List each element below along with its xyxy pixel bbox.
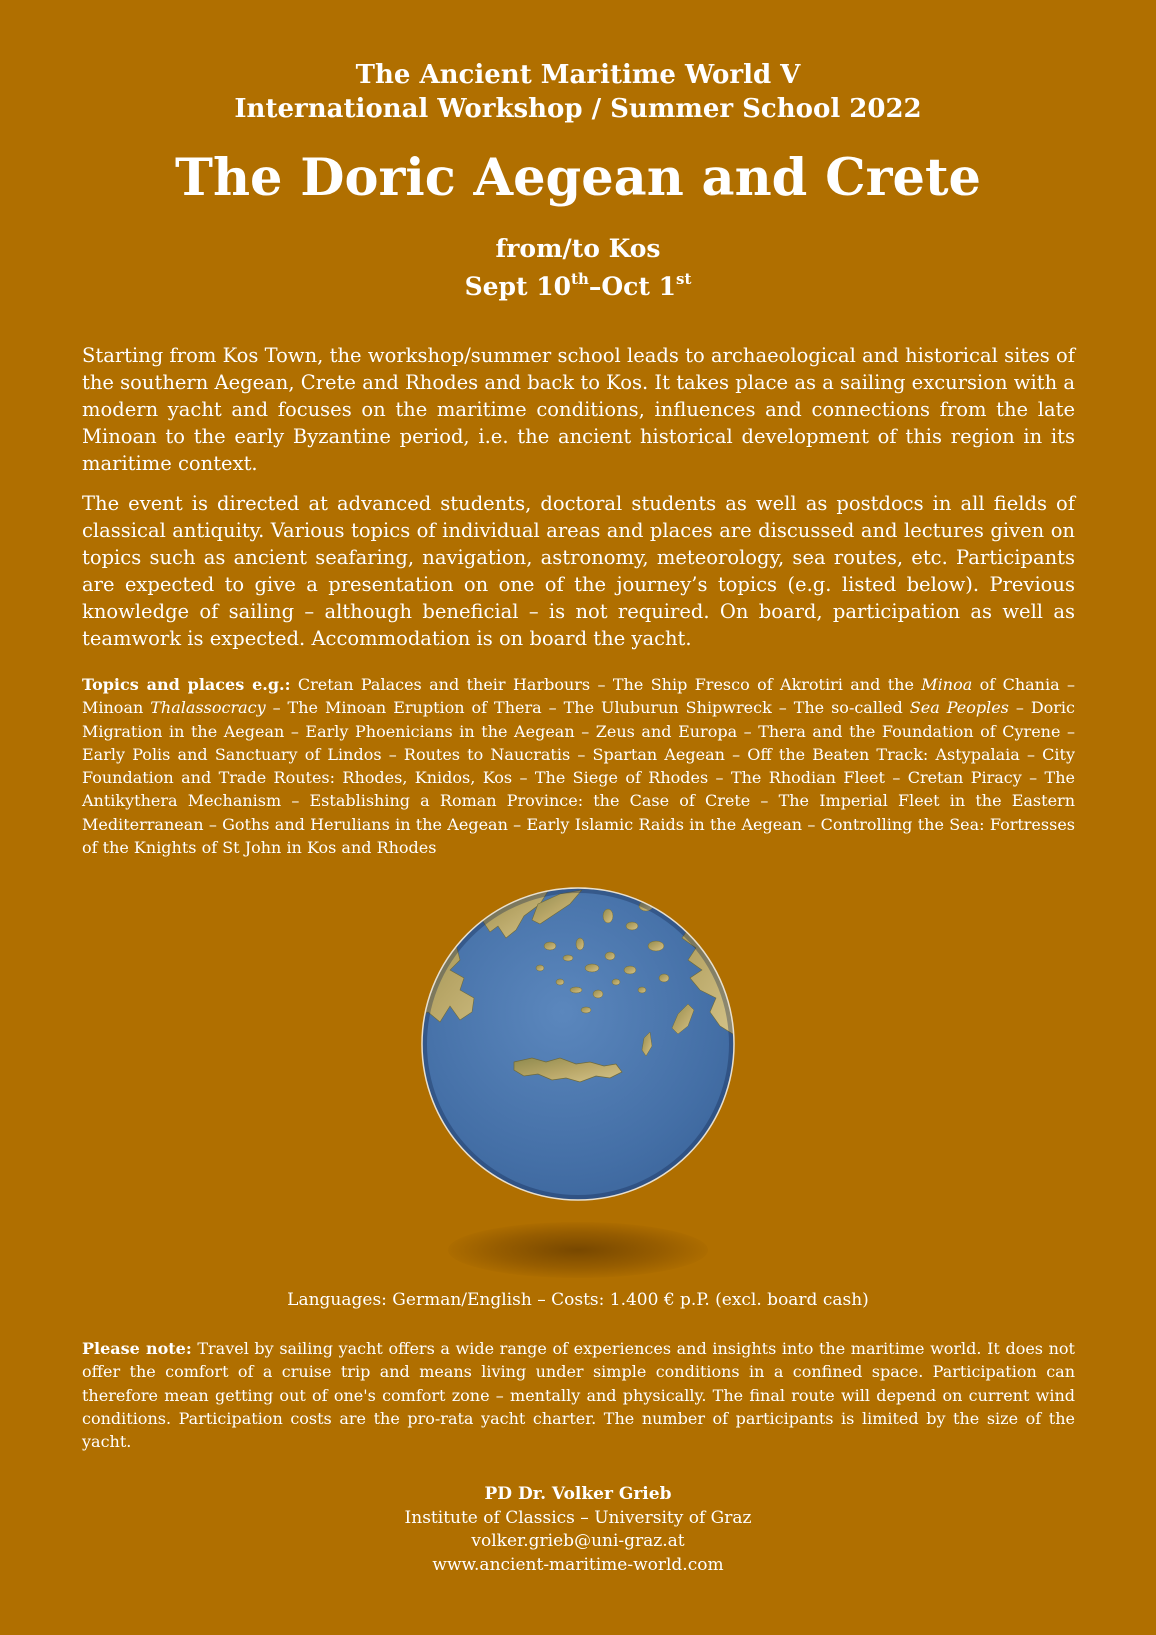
series-title: The Ancient Maritime World V [355,60,801,90]
contact-email-link[interactable]: volker.grieb@uni-graz.at [471,1531,685,1551]
topics-text-2: of Chania – Minoan [82,675,1075,718]
event-subtitle: International Workshop / Summer School 2022 [234,94,922,124]
date-start-suffix: th [571,269,589,288]
note-label: Please note: [82,1339,192,1358]
aegean-map-globe-icon [420,886,736,1202]
note-paragraph [82,1337,1075,1453]
location-dates [0,230,1156,306]
topics-label: Topics and places e.g.: [82,675,291,694]
globe-svg [420,886,736,1202]
dates [0,268,1156,306]
topics-italic-sea-peoples: Sea Peoples [909,698,1009,718]
contact-institution: Institute of Classics – University of Graz [404,1507,752,1528]
date-end: –Oct 1 [588,272,677,301]
intro-paragraph: Starting from Kos Town, the workshop/summer school leads to archaeological and historical sites of the southern Aegean, Crete and Rhodes and back to Kos. It takes place as a sailing excursion with a modern yacht and focuses on the maritime conditions, influences and connections from the late Minoan to the early Byzantine period, i.e. the ancient historical development of this region in its maritime context. [82,344,1075,475]
location: from/to Kos [495,234,661,263]
audience-paragraph: The event is directed at advanced students, doctoral students as well as postdocs in all fields of classical antiquity. Various topics of individual areas and places are discussed and lectures given on topics such as ancient seafaring, navigation, astronomy, meteorology, sea routes, etc. Participants are expected to give a presentation on one of the journey’s topics (e.g. listed below). Previous knowledge of sailing – although beneficial – is not required. On board, participation as well as teamwork is expected. Accommodation is on board the yacht. [82,492,1075,650]
contact-website-link[interactable]: www.ancient-maritime-world.com [432,1554,724,1575]
topics-paragraph [82,673,1075,859]
contact-block [0,1483,1156,1577]
date-start: Sept 10 [464,272,572,301]
topics-text-3: – The Minoan Eruption of Thera – The Uluburun Shipwreck – The so-called [265,698,910,718]
date-end-suffix: st [676,269,692,288]
topics-italic-minoa: Minoa [921,675,973,694]
topics-text-4: – Doric Migration in the Aegean – Early Phoenicians in the Aegean – Zeus and Europa – Thera and the Foundation of Cyrene – Early Polis and Sanctuary of Lindos – Routes to Naucratis – Spartan Aegean – Off the Beaten Track: Astypalaia – City Foundation and Trade Routes: Rhodes, Knidos, Kos – The Siege of Rhodes – The Rhodian Fleet – Cretan Piracy – The Antikythera Mechanism – Establishing a Roman Province: the Case of Crete – The Imperial Fleet in the Eastern Mediterranean – Goths and Herulians in the Aegean – Early Islamic Raids in the Aegean – Controlling the Sea: Fortresses of the Knights of St John in Kos and Rhodes [82,698,1076,858]
languages-costs: Languages: German/English – Costs: 1.400 € p.P. (excl. board cash) [287,1290,869,1310]
globe-shadow [448,1222,708,1278]
note-text: Travel by sailing yacht offers a wide range of experiences and insights into the maritime world. It does not offer the comfort of a cruise trip and means living under simple conditions in a confined space. Participation can therefore mean getting out of one's comfort zone – mentally and physically. The final route will depend on current wind conditions. Participation costs are the pro-rata yacht charter. The number of participants is limited by the size of the yacht. [82,1339,1075,1452]
page-title: The Doric Aegean and Crete [175,148,981,208]
topics-text-1: Cretan Palaces and their Harbours – The Ship Fresco of Akrotiri and the [290,675,922,694]
topics-italic-thalassocracy: Thalassocracy [150,698,266,718]
contact-name: PD Dr. Volker Grieb [484,1484,672,1504]
header [0,58,1156,126]
